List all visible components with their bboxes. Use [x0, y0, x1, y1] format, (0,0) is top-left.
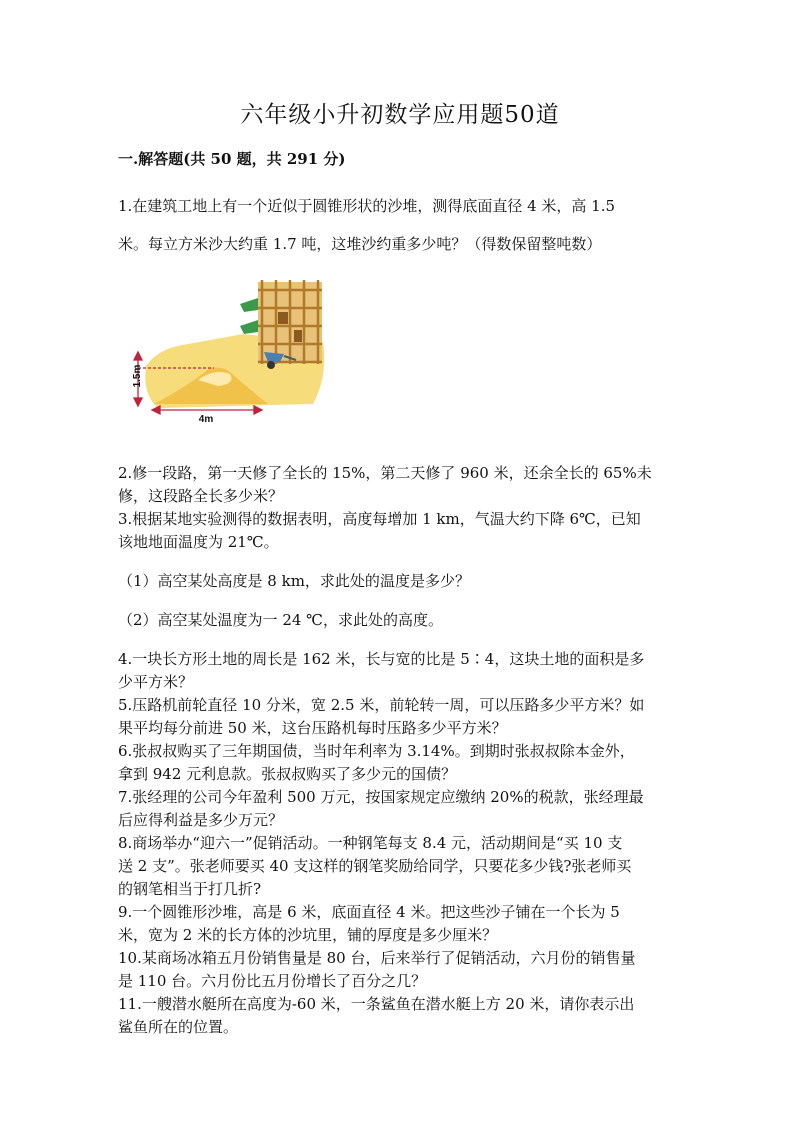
question-9-line-1: 9.一个圆锥形沙堆，高是 6 米，底面直径 4 米。把这些沙子铺在一个长为 5 — [118, 903, 620, 921]
question-7-line-1: 7.张经理的公司今年盈利 500 万元，按国家规定应缴纳 20%的税款，张经理最 — [118, 788, 644, 806]
question-11-line-2: 鲨鱼所在的位置。 — [118, 1018, 239, 1036]
question-1 — [118, 187, 688, 263]
question-9-line-2: 米，宽为 2 米的长方体的沙坑里，铺的厚度是多少厘米？ — [118, 926, 498, 944]
question-8-line-3: 的钢笔相当于打几折? — [118, 880, 262, 898]
question-10-line-2: 是 110 台。六月份比五月份增长了百分之几？ — [118, 972, 427, 990]
question-2-line-2: 修，这段路全长多少米？ — [118, 487, 284, 505]
question-3-sub-2: （2）高空某处温度为一 24 ℃，求此处的高度。 — [118, 611, 443, 629]
question-4-line-1: 4.一块长方形土地的周长是 162 米，长与宽的比是 5∶4，这块土地的面积是多 — [118, 650, 645, 668]
page-title: 六年级小升初数学应用题50道 — [240, 102, 560, 128]
question-3-line-1: 3.根据某地实验测得的数据表明，高度每增加 1 km，气温大约下降 6℃，已知 — [118, 510, 641, 528]
questions-block — [118, 462, 688, 1039]
question-5-line-1: 5.压路机前轮直径 10 分米，宽 2.5 米，前轮转一周，可以压路多少平方米？如 — [118, 696, 645, 714]
question-10-line-1: 10.某商场冰箱五月份销售量是 80 台，后来举行了促销活动，六月份的销售量 — [118, 949, 636, 967]
question-1-line-1: 1.在建筑工地上有一个近似于圆锥形状的沙堆，测得底面直径 4 米，高 1.5 — [118, 197, 616, 215]
width-label: 4m — [198, 414, 214, 425]
question-6-line-2: 拿到 942 元利息款。张叔叔购买了多少元的国债？ — [118, 765, 457, 783]
question-3-line-2: 该地地面温度为 21℃。 — [118, 533, 279, 551]
question-7-line-2: 后应得利益是多少万元？ — [118, 811, 284, 829]
sand-pile-illustration — [118, 276, 338, 426]
question-8-line-2: 送 2 支”。张老师要买 40 支这样的钢笔奖励给同学，只要花多少钱?张老师买 — [118, 857, 632, 875]
height-label: 1.5m — [132, 364, 143, 388]
question-1-line-2: 米。每立方米沙大约重 1.7 吨，这堆沙约重多少吨？（得数保留整吨数） — [118, 235, 602, 253]
question-2-line-1: 2.修一段路，第一天修了全长的 15%，第二天修了 960 米，还余全长的 65%未 — [118, 464, 652, 482]
question-11-line-1: 11.一艘潜水艇所在高度为-60 米，一条鲨鱼在潜水艇上方 20 米，请你表示出 — [118, 995, 635, 1013]
question-8-line-1: 8.商场举办“迎六一”促销活动。一种钢笔每支 8.4 元，活动期间是“买 10 支 — [118, 834, 623, 852]
question-3-sub-1: （1）高空某处高度是 8 km，求此处的温度是多少？ — [118, 572, 470, 590]
question-5-line-2: 果平均每分前进 50 米，这台压路机每时压路多少平方米？ — [118, 719, 507, 737]
question-4-line-2: 少平方米？ — [118, 673, 194, 691]
question-6-line-1: 6.张叔叔购买了三年期国债，当时年利率为 3.14%。到期时张叔叔除本金外， — [118, 742, 635, 760]
section-heading: 一.解答题(共 50 题，共 291 分) — [118, 150, 346, 168]
